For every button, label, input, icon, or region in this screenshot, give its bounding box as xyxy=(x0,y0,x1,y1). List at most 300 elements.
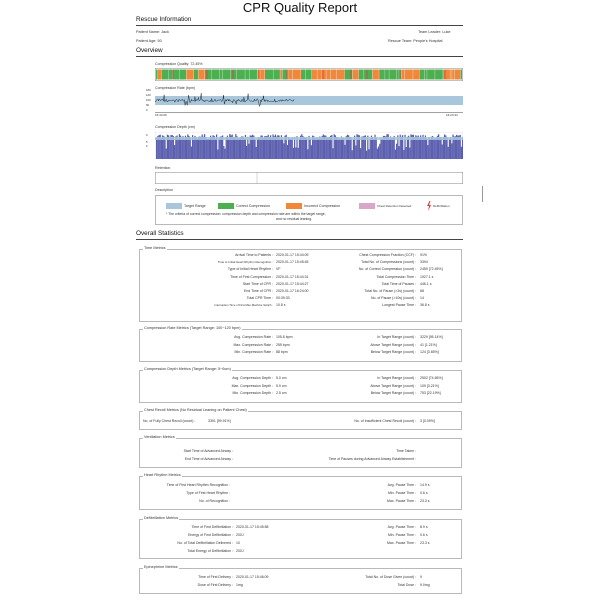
depth-bar xyxy=(382,139,383,159)
depth-bar xyxy=(314,139,315,159)
quality-segment xyxy=(404,70,412,80)
time-left-value: 00:39:33 xyxy=(276,296,290,301)
depth-bar xyxy=(197,139,198,159)
time-right-value: 14 xyxy=(420,296,424,301)
defib-right-label: Min. Pause Time : xyxy=(387,533,416,537)
quality-segment xyxy=(397,70,399,80)
depth-bar xyxy=(169,138,170,159)
time-right-value: 2459 [72.45%] xyxy=(420,267,443,272)
depth-bar xyxy=(298,148,299,159)
rhythm-left-label: Time of First Heart Rhythm Recognition : xyxy=(166,483,230,487)
depth-bar xyxy=(419,138,420,159)
recoil-left-label: No. of Fully Chest Recoil (count) : xyxy=(143,419,196,423)
criteria-note-line2: and no residual leaning. xyxy=(276,216,313,221)
time-left-label: Total CPR Time : xyxy=(246,296,273,301)
patient-age: Patient Age: 50 xyxy=(136,39,162,43)
quality-segment xyxy=(265,70,273,80)
rhythm-right-label: Avg. Pause Time : xyxy=(387,483,416,487)
time-right-value: 1927.1 s xyxy=(420,274,434,279)
depth-bar xyxy=(263,138,264,159)
depth-bar xyxy=(403,150,404,159)
legend-incorrect-label: Incorrect Compression xyxy=(304,204,341,208)
page-scrollbar[interactable] xyxy=(482,186,483,202)
depth-bar xyxy=(439,138,440,159)
depth-bar xyxy=(391,138,392,159)
recoil-right-label: No. of Insufficient Chest Recoil (count) : xyxy=(354,419,416,423)
depth-bar xyxy=(377,149,378,159)
quality-segment xyxy=(450,70,452,80)
depth-bar xyxy=(184,139,185,159)
depth-bar xyxy=(372,137,373,159)
depth-bar xyxy=(215,139,216,159)
epi-right-value: 9.0mg xyxy=(420,583,430,587)
depth-right-label: Below Target Range (count) : xyxy=(370,391,416,395)
depth-left-label: Min. Compression Depth : xyxy=(232,391,273,395)
quality-segment xyxy=(212,70,220,80)
rate-left-label: Avg. Compression Rate : xyxy=(234,335,273,339)
quality-segment xyxy=(443,70,450,80)
depth-bar xyxy=(203,137,204,159)
criteria-note-line1: * The criteria of correct compression: compression depth and compression rate are within the target range, xyxy=(166,212,326,216)
depth-bar xyxy=(156,138,157,159)
vent-left-label: End Time of Advanced Airway : xyxy=(184,457,233,461)
legend-defib-label: Defibrillation xyxy=(433,204,450,208)
recoil-left-value: 3391 [99.91%] xyxy=(208,419,231,423)
quality-segment xyxy=(336,70,344,80)
compression-rate-chart xyxy=(155,91,463,113)
rate-left-value: 105.8 bpm xyxy=(276,335,293,339)
depth-bar xyxy=(287,145,288,159)
rhythm-left-label: Type of First Heart Rhythm : xyxy=(186,491,230,495)
defib-right-value: 0.6 s xyxy=(420,533,428,537)
time-right-label: Total Time of Pauses : xyxy=(381,281,416,286)
depth-bar xyxy=(328,138,329,159)
rate-left-label: Min. Compression Rate : xyxy=(234,350,273,354)
depth-bar xyxy=(338,139,339,159)
depth-bar xyxy=(398,146,399,159)
time-right-label: Chest Compression Fraction (CCF) : xyxy=(359,253,416,257)
rate-right-value: 3229 [95.14%] xyxy=(420,335,443,339)
legend-swatch-incorrect xyxy=(286,203,302,209)
depth-bar xyxy=(389,139,390,159)
time-right-label: Total Compression Time : xyxy=(376,274,416,279)
depth-bar xyxy=(317,137,318,159)
time-right-label: No. of Correct Compression (count) : xyxy=(358,267,416,272)
depth-metrics-title: Compression Depth Metrics (Target Range: 5~6cm) xyxy=(144,367,231,371)
defib-left-value: 200J xyxy=(236,533,244,537)
quality-segment xyxy=(250,70,257,80)
depth-bar xyxy=(433,139,434,159)
depth-bar xyxy=(409,148,410,159)
time-right-label: No. of Pause (>10s) (count) : xyxy=(370,296,416,301)
recoil-right-value: 3 [0.09%] xyxy=(420,419,435,423)
depth-bar xyxy=(164,138,165,159)
depth-bar xyxy=(234,137,235,159)
quality-segment xyxy=(180,70,186,80)
compression-depth-label: Compression Depth (cm) xyxy=(155,125,195,129)
depth-bar xyxy=(292,137,293,159)
description-label: Description xyxy=(155,188,173,192)
depth-bar xyxy=(290,139,291,159)
time-left-value: 2020-01-17 16:24:00 xyxy=(276,289,309,293)
depth-bar xyxy=(396,144,397,159)
quality-segment xyxy=(322,70,326,80)
depth-bar xyxy=(259,138,260,159)
depth-bar xyxy=(193,139,194,159)
quality-segment xyxy=(260,70,265,80)
recoil-metrics-title: Chest Recoil Metrics (No Residual Leaning on Patient Chest) xyxy=(144,408,247,412)
depth-bar xyxy=(446,137,447,159)
depth-bar xyxy=(240,137,241,159)
epi-right-label: Total No. of Dose Given (count) : xyxy=(365,575,416,579)
depth-bar xyxy=(344,145,345,159)
defib-left-label: Energy of First Defibrillation : xyxy=(188,533,233,537)
depth-bar xyxy=(370,139,371,159)
quality-segment xyxy=(222,70,230,80)
rate-tick-120: 120 xyxy=(146,93,151,97)
depth-right-value: 109 [3.21%] xyxy=(420,383,439,388)
compression-quality-label: Compression Quality: 72.45% xyxy=(155,62,203,66)
depth-bar xyxy=(305,138,306,159)
depth-bar xyxy=(181,138,182,159)
depth-bar xyxy=(239,138,240,159)
depth-bar xyxy=(451,143,452,159)
quality-segment xyxy=(326,70,330,80)
depth-left-value: 5.0 cm xyxy=(276,376,287,380)
quality-segment xyxy=(427,70,435,80)
retention-label: Retention xyxy=(155,166,171,170)
depth-bar xyxy=(218,139,219,159)
rate-target-band xyxy=(155,96,463,105)
quality-segment xyxy=(245,70,249,80)
time-right-value: 91% xyxy=(420,253,428,257)
depth-bar xyxy=(352,150,353,159)
depth-tick-6: 6 xyxy=(146,144,148,148)
overall-stats-heading: Overall Statistics xyxy=(136,230,184,237)
defib-left-value: 2020-01-17 15:45:58 xyxy=(236,525,269,529)
depth-bar xyxy=(332,148,333,159)
depth-bar xyxy=(178,139,179,159)
quality-segment xyxy=(330,70,336,80)
rescue-info-divider xyxy=(136,25,463,26)
depth-bar xyxy=(280,139,281,159)
rhythm-right-label: Min. Pause Time : xyxy=(387,491,416,495)
timeline-start: 15:44:09 xyxy=(155,113,167,117)
legend-swatch-retention xyxy=(359,203,375,209)
depth-bar xyxy=(376,137,377,159)
rate-tick-180: 180 xyxy=(146,88,151,92)
depth-bar xyxy=(282,139,283,159)
depth-bar xyxy=(248,144,249,159)
rate-tick-100: 100 xyxy=(146,98,151,102)
depth-bar xyxy=(257,138,258,159)
depth-bar xyxy=(209,138,210,159)
timeline-end: 16:24:34 xyxy=(446,113,458,117)
time-right-value: 68 xyxy=(420,289,424,293)
depth-target-band xyxy=(155,137,463,140)
time-left-label: Interruption Time of First Man-Machine Switch : xyxy=(214,303,273,308)
depth-bar xyxy=(233,137,234,159)
depth-bar xyxy=(293,148,294,159)
rhythm-right-value: 14.9 s xyxy=(420,483,430,487)
time-right-label: Longest Pause Time : xyxy=(382,303,416,308)
quality-segment xyxy=(257,70,260,80)
quality-segment xyxy=(194,70,198,80)
depth-bar xyxy=(434,138,435,159)
depth-right-value: 753 [22.19%] xyxy=(420,391,441,395)
defib-right-value: 8.9 s xyxy=(420,525,428,529)
depth-left-label: Max. Compression Depth : xyxy=(231,383,273,388)
depth-bar xyxy=(320,138,321,159)
quality-segment xyxy=(162,70,169,80)
depth-bar xyxy=(442,144,443,159)
depth-bar xyxy=(299,139,300,159)
time-left-value: 2020-01-17 15:44:09 xyxy=(276,253,309,257)
epi-right-label: Total Dose : xyxy=(397,583,416,587)
quality-segment xyxy=(288,70,292,80)
depth-bar xyxy=(350,137,351,159)
time-left-value: VF xyxy=(276,267,281,272)
quality-segment xyxy=(364,70,372,80)
time-left-label: Time to Initial Heart Rhythm Recognition : xyxy=(217,260,273,265)
quality-segment xyxy=(173,70,180,80)
quality-segment xyxy=(231,70,237,80)
depth-bar xyxy=(206,139,207,159)
depth-bar xyxy=(431,137,432,159)
patient-name: Patient Name: Jack xyxy=(136,30,169,34)
quality-segment xyxy=(317,70,321,80)
depth-right-value: 2502 [74.65%] xyxy=(420,376,443,380)
ventilation-metrics-title: Ventilation Metrics xyxy=(144,435,175,439)
rhythm-right-label: Max. Pause Time : xyxy=(387,499,416,503)
depth-bar xyxy=(329,137,330,159)
quality-segment xyxy=(389,70,396,80)
depth-bar xyxy=(366,151,367,159)
vent-left-label: Start Time of Advanced Airway : xyxy=(183,449,233,453)
quality-segment xyxy=(419,70,424,80)
rescue-team: Rescue Team: People's Hospital xyxy=(388,39,443,43)
epi-left-label: Time of First Delivery : xyxy=(198,575,233,579)
quality-segment xyxy=(305,70,311,80)
rate-metrics-title: Compression Rate Metrics (Target Range: 100~120 bpm) xyxy=(144,326,241,330)
depth-bar xyxy=(161,138,162,159)
depth-bar xyxy=(407,137,408,159)
depth-right-label: In Target Range (count) : xyxy=(377,376,416,380)
depth-bar xyxy=(340,139,341,159)
depth-bar xyxy=(343,138,344,159)
quality-segment xyxy=(452,70,454,80)
defib-left-value: 200J xyxy=(236,549,244,553)
quality-segment xyxy=(413,70,419,80)
quality-segment xyxy=(372,70,378,80)
depth-bar xyxy=(368,149,369,159)
legend-target-label: Target Range xyxy=(184,204,206,208)
quality-segment xyxy=(280,70,282,80)
time-right-value: 3394 xyxy=(420,260,428,265)
depth-right-label: Above Target Range (count) : xyxy=(370,383,416,388)
defib-left-value: 10 xyxy=(236,541,240,545)
vent-right-label: Time Taken : xyxy=(396,449,416,453)
depth-bar xyxy=(205,137,206,159)
depth-bar xyxy=(311,145,312,159)
time-left-label: Start Time of CPR : xyxy=(242,281,273,286)
depth-bar xyxy=(283,143,284,159)
depth-bar xyxy=(318,139,319,159)
depth-bar xyxy=(246,146,247,159)
rate-right-label: Below Target Range (count) : xyxy=(370,350,416,354)
quality-segment xyxy=(186,70,193,80)
depth-bar xyxy=(224,149,225,159)
epinephrine-metrics-title: Epinephrine Metrics xyxy=(144,565,178,569)
depth-bar xyxy=(211,138,212,159)
quality-segment xyxy=(385,70,389,80)
rate-right-label: Above Target Range (count) : xyxy=(370,342,416,347)
depth-bar xyxy=(440,137,441,159)
time-left-label: End Time of CPR : xyxy=(244,289,273,293)
quality-segment xyxy=(205,70,211,80)
rate-right-value: 41 [1.21%] xyxy=(420,342,437,347)
legend-swatch-target xyxy=(166,203,182,209)
depth-bar xyxy=(401,137,402,159)
depth-bar xyxy=(304,137,305,159)
vent-right-label: Time of Pauses during Advanced Airway Establishment : xyxy=(328,457,416,461)
depth-left-value: 5.9 cm xyxy=(276,383,287,388)
legend-retention-label: Chest Retention Detected xyxy=(377,204,412,208)
depth-bar xyxy=(258,137,259,159)
depth-bar xyxy=(307,149,308,159)
depth-bar xyxy=(430,139,431,159)
quality-segment xyxy=(301,70,305,80)
rate-left-value: 88 bpm xyxy=(276,350,288,354)
depth-bar xyxy=(380,138,381,159)
depth-bar xyxy=(406,147,407,159)
defib-left-label: Time of First Defibrillation : xyxy=(191,525,233,529)
time-right-value: 446.1 s xyxy=(420,281,432,286)
depth-bar xyxy=(395,150,396,159)
depth-bar xyxy=(392,138,393,159)
epi-left-value: 1mg xyxy=(236,583,243,587)
rhythm-right-value: 23.3 s xyxy=(420,499,430,503)
quality-segment xyxy=(273,70,280,80)
depth-bar xyxy=(295,147,296,159)
legend-correct-label: Correct Compression xyxy=(236,204,270,208)
rhythm-left-label: No. of Recognition : xyxy=(199,499,230,503)
depth-bar xyxy=(450,137,451,159)
rate-right-value: 124 [3.65%] xyxy=(420,350,439,354)
depth-bar xyxy=(306,137,307,159)
depth-bar xyxy=(449,139,450,159)
depth-left-value: 2.5 cm xyxy=(276,391,287,395)
time-left-value: 2020-01-17 15:44:27 xyxy=(276,281,309,286)
depth-bar xyxy=(336,137,337,159)
depth-bar xyxy=(342,138,343,159)
quality-segment xyxy=(359,70,364,80)
defib-right-label: Max. Pause Time : xyxy=(387,541,416,545)
quality-segment xyxy=(379,70,385,80)
defib-right-label: Avg. Pause Time : xyxy=(387,525,416,529)
depth-bar xyxy=(326,137,327,159)
quality-segment xyxy=(169,70,173,80)
depth-bar xyxy=(196,137,197,159)
depth-bar xyxy=(244,139,245,159)
rate-left-value: 255 bpm xyxy=(276,342,290,347)
retention-strip xyxy=(155,172,463,184)
depth-bar xyxy=(316,138,317,159)
depth-bar xyxy=(414,137,415,159)
defib-left-label: Total Energy of Defibrillation : xyxy=(187,549,233,553)
epi-left-label: Dose of First Delivery : xyxy=(197,583,233,587)
depth-bar xyxy=(191,146,192,159)
depth-bar xyxy=(186,137,187,159)
depth-tick-0: 0 xyxy=(146,133,148,137)
depth-bar xyxy=(353,139,354,159)
depth-bar xyxy=(461,147,462,159)
depth-bar xyxy=(200,137,201,159)
quality-segment xyxy=(424,70,426,80)
rhythm-metrics-title: Heart Rhythm Metrics xyxy=(144,473,181,477)
rate-right-label: In Target Range (count) : xyxy=(377,335,416,339)
depth-bar xyxy=(427,145,428,159)
depth-bar xyxy=(217,150,218,159)
rate-tick-60: 60 xyxy=(146,103,150,107)
quality-segment xyxy=(312,70,317,80)
description-box xyxy=(155,195,463,225)
quality-segment xyxy=(237,70,245,80)
depth-bar xyxy=(256,147,257,159)
quality-segment xyxy=(156,70,158,80)
quality-segment xyxy=(461,70,462,80)
overview-divider xyxy=(136,56,463,57)
rate-tick-0: 0 xyxy=(146,108,148,112)
time-right-label: Total No. of Pause (>2s) (count) : xyxy=(364,289,416,293)
depth-bar xyxy=(288,137,289,159)
depth-bar xyxy=(360,148,361,159)
depth-bar xyxy=(228,138,229,159)
time-left-label: Type of Initial Heart Rhythm : xyxy=(227,267,273,272)
depth-bar xyxy=(247,137,248,159)
depth-bar xyxy=(271,138,272,159)
depth-bar xyxy=(208,139,209,159)
depth-bar xyxy=(254,139,255,159)
depth-bar xyxy=(462,137,463,159)
depth-bar xyxy=(379,144,380,159)
time-left-value: 10.8 s xyxy=(276,303,286,308)
report-title: CPR Quality Report xyxy=(242,0,358,15)
depth-bar xyxy=(443,137,444,159)
depth-bar xyxy=(421,137,422,159)
epinephrine-metrics-panel xyxy=(139,568,462,594)
compression-rate-label: Compression Rate (bpm) xyxy=(155,86,196,90)
depth-bar xyxy=(424,137,425,159)
depth-bar xyxy=(310,139,311,159)
depth-bar xyxy=(337,137,338,159)
depth-bar xyxy=(378,146,379,159)
time-left-value: 2020-01-17 15:44:31 xyxy=(276,274,309,279)
defib-right-value: 23.3 s xyxy=(420,541,430,545)
depth-tick-5: 5 xyxy=(146,140,148,144)
quality-segment xyxy=(454,70,460,80)
rescue-info-heading: Rescue Information xyxy=(136,16,192,23)
time-left-label: Time of First Compression : xyxy=(230,274,273,279)
team-leader: Team Leader: Luke xyxy=(418,30,451,34)
quality-segment xyxy=(158,70,162,80)
lightning-icon xyxy=(426,201,432,211)
rhythm-right-value: 0.6 s xyxy=(420,491,428,495)
defib-metrics-title: Defibrillation Metrics xyxy=(144,516,179,520)
quality-segment xyxy=(220,70,222,80)
quality-segment xyxy=(435,70,443,80)
epi-right-value: 9 xyxy=(420,575,422,579)
